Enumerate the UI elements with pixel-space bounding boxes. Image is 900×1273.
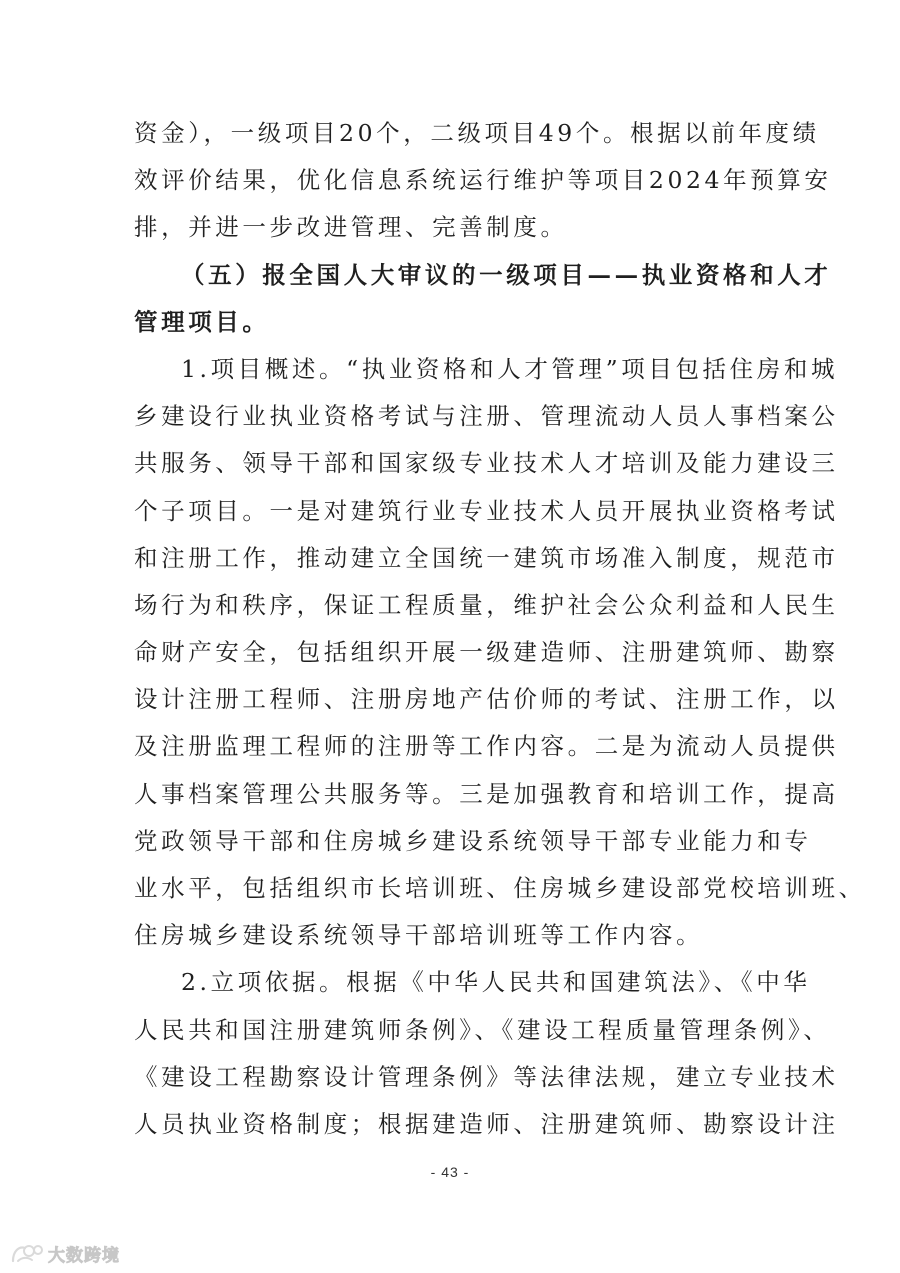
paragraph-line: 命财产安全，包括组织开展一级建造师、注册建筑师、勘察: [134, 638, 839, 667]
page-number: - 43 -: [430, 1164, 470, 1180]
paragraph-line: 人员执业资格制度；根据建造师、注册建筑师、勘察设计注: [134, 1109, 839, 1138]
body-text: [134, 110, 866, 1148]
paragraph-line: 2.立项依据。根据《中华人民共和国建筑法》、《中华: [181, 968, 811, 997]
paragraph-line: 共服务、领导干部和国家级专业技术人才培训及能力建设三: [134, 449, 839, 478]
watermark-text: 大数跨境: [48, 1245, 120, 1266]
paragraph-line: 乡建设行业执业资格考试与注册、管理流动人员人事档案公: [134, 402, 839, 431]
paragraph-line: 个子项目。一是对建筑行业专业技术人员开展执业资格考试: [134, 496, 839, 525]
watermark: [10, 1240, 120, 1266]
watermark-logo-icon: [10, 1242, 44, 1264]
paragraph-line: 人民共和国注册建筑师条例》、《建设工程质量管理条例》、: [134, 1015, 831, 1044]
paragraph-line: 排，并进一步改进管理、完善制度。: [134, 213, 568, 242]
paragraph-line: 效评价结果，优化信息系统运行维护等项目2024年预算安: [134, 166, 832, 195]
paragraph-line: 人事档案管理公共服务等。三是加强教育和培训工作，提高: [134, 779, 839, 808]
paragraph-line: 业水平，包括组织市长培训班、住房城乡建设部党校培训班、: [134, 874, 866, 902]
paragraph-line: 场行为和秩序，保证工程质量，维护社会公众利益和人民生: [134, 590, 839, 619]
paragraph-line: 及注册监理工程师的注册等工作内容。二是为流动人员提供: [134, 732, 839, 761]
section-heading-line: 管理项目。: [134, 307, 270, 336]
paragraph-line: 资金），一级项目20个，二级项目49个。根据以前年度绩: [134, 119, 820, 147]
section-heading-line: （五）报全国人大审议的一级项目——执业资格和人才: [181, 260, 832, 289]
paragraph-line: 和注册工作，推动建立全国统一建筑市场准入制度，规范市: [134, 543, 839, 572]
paragraph-line: 住房城乡建设系统领导干部培训班等工作内容。: [134, 921, 704, 950]
paragraph-line: 《建设工程勘察设计管理条例》等法律法规，建立专业技术: [134, 1062, 839, 1091]
paragraph-line: 党政领导干部和住房城乡建设系统领导干部专业能力和专: [134, 826, 812, 855]
paragraph-line: 1.项目概述。“执业资格和人才管理”项目包括住房和城: [181, 354, 839, 383]
paragraph-line: 设计注册工程师、注册房地产估价师的考试、注册工作，以: [134, 685, 839, 714]
